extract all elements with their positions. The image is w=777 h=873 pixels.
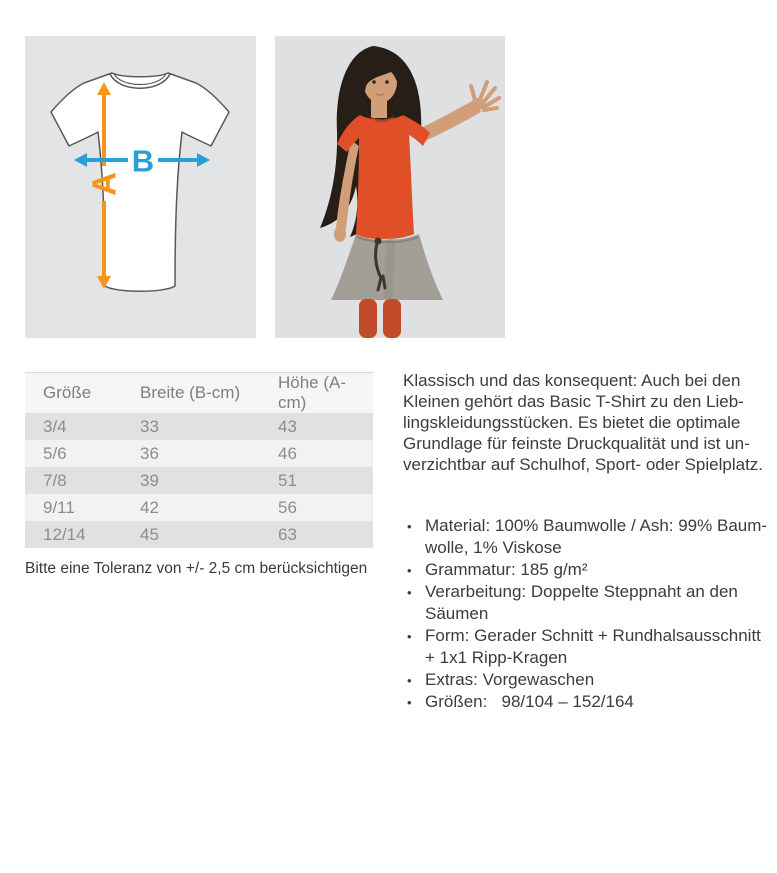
girl-in-tshirt-photo [275,36,505,338]
bullet-icon: • [407,673,412,688]
feature-item-extras [403,669,775,691]
width-cell: 33 [140,416,159,436]
bullet-icon: • [407,585,412,600]
table-row [25,494,373,521]
table-row [25,413,373,440]
feature-text: Extras: Vorgewaschen [425,670,595,689]
product-description [403,370,775,713]
left-leg [359,299,377,338]
height-cell: 63 [278,524,297,544]
tolerance-note: Bitte eine Toleranz von +/- 2,5 cm berücksichtigen [25,560,368,577]
tshirt-measurement-diagram [25,36,256,338]
width-cell: 45 [140,524,159,544]
size-table-section [25,372,373,578]
feature-item-grammatur [403,559,775,581]
column-header-hoehe: Höhe (A-cm) [278,373,373,414]
feature-text: Grammatur: 185 g/m² [425,560,588,579]
right-eye [385,80,389,84]
size-cell: 7/8 [43,470,67,490]
size-table-header-row [25,373,373,414]
column-header-breite: Breite (B-cm) [140,373,278,414]
size-cell: 3/4 [43,416,67,436]
feature-item-groessen [403,691,775,713]
feature-text: Größen: 98/104 – 152/164 [425,692,634,711]
height-cell: 43 [278,416,297,436]
height-cell: 46 [278,443,297,463]
size-cell: 12/14 [43,524,86,544]
bullet-icon: • [407,629,412,644]
height-cell: 56 [278,497,297,517]
measurement-label-a: A [85,172,123,196]
palm [471,98,485,110]
feature-text: Material: 100% Baumwolle / Ash: 99% Baumwolle, 1% Viskose [425,516,768,557]
width-cell: 36 [140,443,159,463]
left-hand [334,226,346,242]
feature-text: Verarbeitung: Doppelte Steppnaht an den Säumen [425,582,743,623]
feature-item-verarbeitung [403,581,775,625]
bullet-icon: • [407,695,412,710]
size-diagram-box [25,36,256,338]
feature-text: Form: Gerader Schnitt + Rundhalsausschnitt + 1x1 Ripp-Kragen [425,626,766,667]
size-table [25,372,373,548]
description-paragraph: Klassisch und das konsequent: Auch bei den Kleinen gehört das Basic T-Shirt zu den Lieblingskleidungsstücken. Es bietet die optimale Grundlage für feinste Druckqualität und ist unverzichtbar auf Schulhof, Sport- oder Spielplatz. [403,371,764,474]
bullet-icon: • [407,519,412,534]
feature-item-form [403,625,775,669]
feature-list [403,515,775,713]
product-photo-box [275,36,505,338]
table-row [25,440,373,467]
size-cell: 9/11 [43,497,75,517]
drawstring-knot [375,238,382,245]
bullet-icon: • [407,563,412,578]
table-row [25,521,373,548]
feature-item-material [403,515,775,559]
left-eye [372,80,376,84]
width-cell: 39 [140,470,159,490]
width-cell: 42 [140,497,159,517]
height-cell: 51 [278,470,297,490]
right-leg [383,299,401,338]
size-cell: 5/6 [43,443,67,463]
table-row [25,467,373,494]
column-header-groesse: Größe [25,373,140,414]
measurement-label-b: B [131,143,155,179]
